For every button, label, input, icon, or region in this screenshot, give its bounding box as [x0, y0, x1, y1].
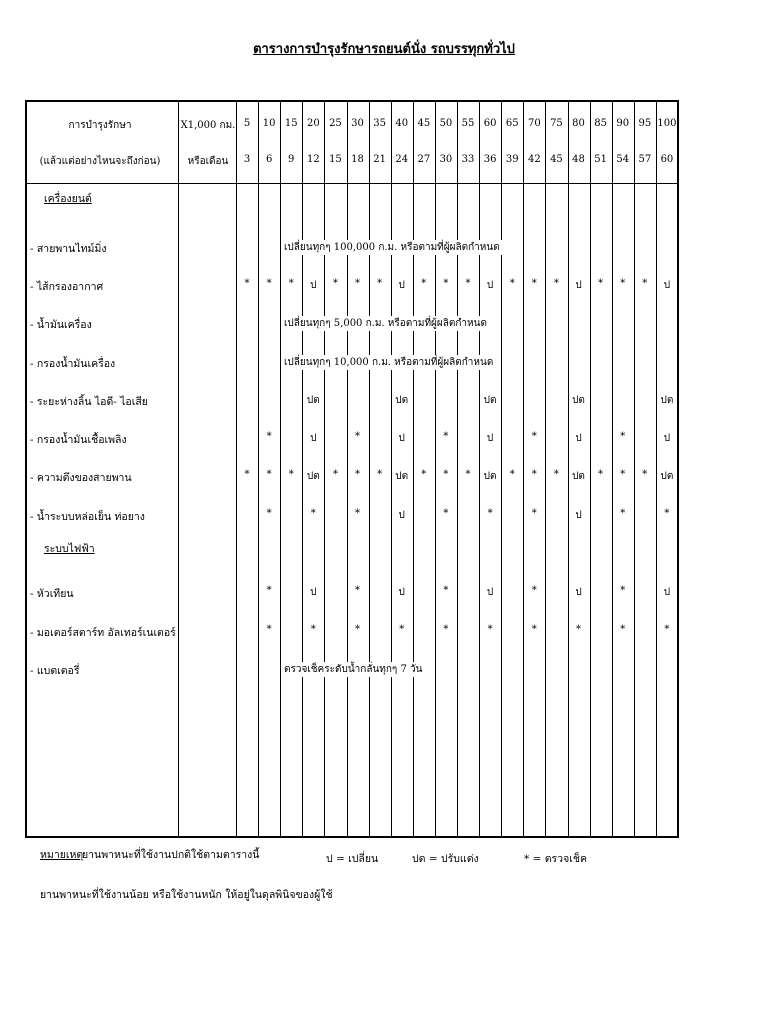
schedule-cell: *: [620, 431, 626, 442]
schedule-cell: *: [443, 585, 449, 596]
legend-adjust: ปต = ปรับแต่ง: [412, 853, 479, 865]
header-month: 57: [638, 154, 652, 165]
schedule-cell: *: [288, 469, 294, 480]
header-month-unit: หรือเดือน: [187, 156, 229, 167]
schedule-cell: *: [266, 278, 272, 289]
schedule-cell: ป: [310, 280, 317, 291]
schedule-cell: *: [332, 278, 338, 289]
header-month: 42: [527, 154, 541, 165]
schedule-cell: *: [553, 278, 559, 289]
schedule-cell: *: [443, 624, 449, 635]
schedule-cell: *: [465, 469, 471, 480]
schedule-cell: *: [266, 624, 272, 635]
header-month: 18: [351, 154, 364, 165]
header-month: 45: [550, 154, 563, 165]
schedule-cell: *: [531, 278, 537, 289]
schedule-cell: *: [487, 508, 493, 519]
schedule-cell: ป: [486, 280, 494, 291]
schedule-cell: ป: [310, 433, 317, 444]
header-km: 75: [550, 118, 563, 129]
schedule-cell: *: [355, 508, 360, 519]
schedule-cell: *: [620, 278, 626, 289]
schedule-cell: ปต: [306, 395, 320, 406]
header-month: 24: [395, 154, 409, 165]
schedule-cell: ป: [575, 433, 582, 444]
header-month: 30: [439, 154, 453, 165]
header-month: 12: [306, 154, 320, 165]
header-km: 45: [417, 118, 431, 129]
row-label: - น้ำระบบหล่อเย็น ท่อยาง: [30, 511, 145, 523]
legend-check: * = ตรวจเช็ค: [524, 853, 587, 865]
schedule-cell: *: [531, 508, 537, 519]
schedule-cell: *: [465, 278, 471, 289]
section-engine: เครื่องยนต์: [44, 193, 92, 205]
schedule-cell: *: [266, 508, 272, 519]
schedule-cell: ป: [310, 587, 317, 598]
schedule-cell: ป: [398, 587, 405, 598]
schedule-cell: *: [355, 624, 360, 635]
row-span-note: ตรวจเช็คระดับน้ำกลั่นทุกๆ 7 วัน: [284, 664, 423, 675]
schedule-cell: ป: [575, 280, 582, 291]
schedule-cell: *: [642, 469, 648, 480]
header-km: 55: [461, 118, 475, 129]
header-month: 36: [483, 154, 497, 165]
schedule-cell: *: [244, 278, 250, 289]
schedule-cell: ป: [398, 280, 405, 291]
schedule-cell: ป: [398, 510, 405, 521]
schedule-cell: *: [355, 585, 360, 596]
schedule-cell: *: [443, 431, 449, 442]
schedule-cell: *: [332, 469, 338, 480]
schedule-cell: *: [620, 585, 626, 596]
schedule-cell: ปต: [483, 395, 497, 406]
section-electrical: ระบบไฟฟ้า: [44, 543, 95, 555]
schedule-cell: *: [664, 624, 670, 635]
schedule-cell: *: [377, 278, 383, 289]
schedule-cell: ปต: [572, 471, 585, 482]
schedule-cell: ป: [663, 587, 671, 598]
note-text: ยานพาหนะที่ใช้งานปกติใช้ตามตารางนี้: [82, 849, 260, 861]
schedule-cell: *: [399, 624, 405, 635]
schedule-cell: *: [531, 585, 537, 596]
schedule-cell: *: [421, 278, 427, 289]
header-month: 6: [265, 154, 273, 165]
row-span-note: เปลี่ยนทุกๆ 100,000 ก.ม. หรือตามที่ผู้ผลิตกำหนด: [284, 242, 500, 253]
header-month: 27: [417, 154, 431, 165]
header-month: 15: [329, 154, 342, 165]
schedule-cell: *: [620, 469, 626, 480]
schedule-cell: ป: [398, 433, 405, 444]
schedule-cell: *: [531, 624, 537, 635]
header-month: 51: [594, 154, 607, 165]
row-label: - กรองน้ำมันเครื่อง: [30, 358, 116, 370]
row-label: - ไส้กรองอากาศ: [30, 281, 104, 293]
schedule-cell: *: [443, 278, 449, 289]
schedule-cell: *: [576, 624, 581, 635]
row-label: - ระยะห่างลิ้น ไอดี- ไอเสีย: [30, 396, 148, 408]
schedule-cell: ป: [663, 280, 671, 291]
schedule-cell: *: [377, 469, 383, 480]
row-label: - สายพานไทม์มิ่ง: [30, 243, 107, 255]
note-label: หมายเหตุ: [40, 849, 84, 861]
schedule-cell: *: [620, 508, 626, 519]
header-km: 20: [306, 118, 320, 129]
header-km: 100: [657, 118, 677, 129]
schedule-cell: ปต: [660, 395, 674, 406]
header-month: 33: [461, 154, 475, 165]
schedule-cell: *: [421, 469, 427, 480]
schedule-cell: ปต: [306, 471, 320, 482]
schedule-cell: ปต: [395, 471, 409, 482]
schedule-cell: *: [266, 469, 272, 480]
schedule-cell: *: [288, 278, 294, 289]
schedule-cell: *: [487, 624, 493, 635]
row-span-note: เปลี่ยนทุกๆ 10,000 ก.ม. หรือตามที่ผู้ผลิตกำหนด: [284, 357, 494, 368]
schedule-cell: *: [553, 469, 559, 480]
legend-replace: ป = เปลี่ยน: [326, 853, 379, 865]
schedule-cell: *: [509, 469, 515, 480]
schedule-cell: *: [664, 508, 670, 519]
header-km-unit: X1,000 กม.: [180, 120, 236, 131]
schedule-cell: *: [355, 469, 360, 480]
header-divider: [25, 183, 679, 184]
header-month: 39: [505, 154, 519, 165]
schedule-cell: ป: [486, 433, 494, 444]
schedule-cell: *: [310, 508, 316, 519]
schedule-cell: *: [310, 624, 316, 635]
schedule-cell: *: [443, 508, 449, 519]
row-label: - น้ำมันเครื่อง: [30, 319, 92, 331]
header-km: 35: [373, 118, 386, 129]
schedule-cell: *: [443, 469, 449, 480]
schedule-cell: *: [642, 278, 648, 289]
header-km: 30: [351, 118, 364, 129]
header-km: 5: [243, 118, 251, 129]
header-km: 90: [616, 118, 630, 129]
schedule-cell: ป: [663, 433, 671, 444]
schedule-cell: ป: [486, 587, 494, 598]
header-km: 95: [638, 118, 652, 129]
schedule-cell: *: [531, 469, 537, 480]
row-label: - มอเตอร์สตาร์ท อัลเทอร์เนเตอร์: [30, 627, 176, 639]
header-month: 3: [243, 154, 251, 165]
row-label: - กรองน้ำมันเชื้อเพลิง: [30, 434, 127, 446]
header-km: 40: [395, 118, 409, 129]
schedule-cell: *: [620, 624, 626, 635]
row-label: - หัวเทียน: [30, 588, 74, 600]
col-divider-label: [178, 100, 179, 838]
header-km: 70: [527, 118, 541, 129]
header-month: 21: [373, 154, 386, 165]
header-maintenance: การบำรุงรักษา: [68, 120, 132, 131]
header-km: 65: [505, 118, 519, 129]
header-km: 15: [284, 118, 298, 129]
schedule-cell: ปต: [483, 471, 497, 482]
header-maintenance-note: (แล้วแต่อย่างไหนจะถึงก่อน): [39, 156, 161, 167]
header-month: 54: [616, 154, 630, 165]
schedule-cell: *: [509, 278, 515, 289]
schedule-cell: ป: [575, 587, 582, 598]
header-km: 25: [329, 118, 342, 129]
header-month: 9: [288, 154, 295, 165]
schedule-cell: ปต: [395, 395, 409, 406]
header-km: 60: [483, 118, 497, 129]
page-title: ตารางการบำรุงรักษารถยนต์นั่ง รถบรรทุกทั่วไป: [253, 42, 515, 57]
schedule-cell: *: [266, 431, 272, 442]
header-km: 10: [262, 118, 276, 129]
row-span-note: เปลี่ยนทุกๆ 5,000 ก.ม. หรือตามที่ผู้ผลิตกำหนด: [284, 318, 487, 329]
schedule-cell: *: [598, 278, 604, 289]
header-month: 48: [572, 154, 585, 165]
header-month: 60: [660, 154, 674, 165]
schedule-cell: ปต: [572, 395, 585, 406]
schedule-cell: ป: [575, 510, 582, 521]
header-km: 50: [439, 118, 453, 129]
schedule-cell: *: [244, 469, 250, 480]
note-secondary: ยานพาหนะที่ใช้งานน้อย หรือใช้งานหนัก ให้อยู่ในดุลพินิจของผู้ใช้: [40, 889, 333, 901]
schedule-cell: ปต: [660, 471, 674, 482]
header-km: 80: [572, 118, 585, 129]
schedule-cell: *: [266, 585, 272, 596]
schedule-cell: *: [598, 469, 604, 480]
schedule-cell: *: [355, 278, 360, 289]
schedule-cell: *: [531, 431, 537, 442]
header-km: 85: [594, 118, 607, 129]
row-label: - แบตเตอรี่: [30, 665, 80, 677]
schedule-cell: *: [355, 431, 360, 442]
row-label: - ความตึงของสายพาน: [30, 472, 132, 484]
